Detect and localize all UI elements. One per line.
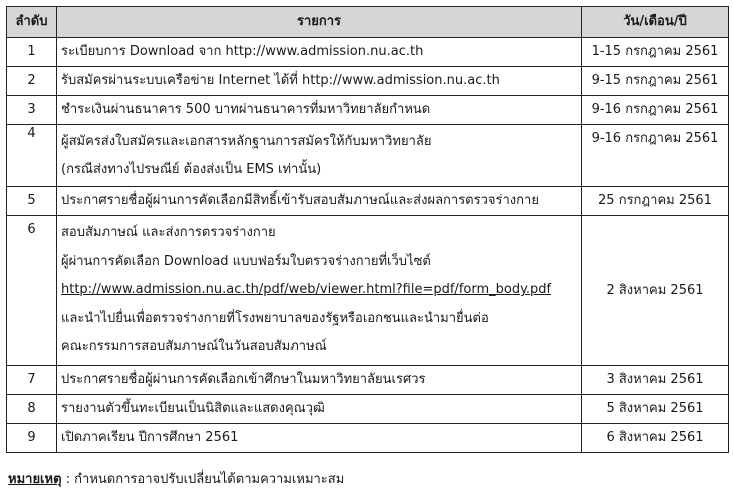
row-item	[57, 67, 582, 96]
row-num: 4	[7, 125, 57, 187]
header-date: วัน/เดือน/ปี	[582, 7, 729, 38]
row-num: 3	[7, 96, 57, 125]
row-item-line: คณะกรรมการสอบสัมภาษณ์ในวันสอบสัมภาษณ์	[61, 339, 327, 355]
row-item-line: รับสมัครผ่านระบบเครือข่าย Internet ได้ที่ http://www.admission.nu.ac.th	[61, 73, 500, 88]
header-item: รายการ	[57, 7, 582, 38]
footnote	[8, 468, 344, 489]
row-item-line: ระเบียบการ Download จาก http://www.admission.nu.ac.th	[61, 44, 424, 59]
row-date: 6 สิงหาคม 2561	[582, 424, 729, 453]
row-num: 6	[7, 216, 57, 366]
row-item-line: ประกาศรายชื่อผู้ผ่านการคัดเลือกมีสิทธิ์เข้ารับสอบสัมภาษณ์และส่งผลการตรวจร่างกาย	[61, 193, 539, 208]
row-item-line: ประกาศรายชื่อผู้ผ่านการคัดเลือกเข้าศึกษาในมหาวิทยาลัยนเรศวร	[61, 372, 426, 387]
row-date: 9-16 กรกฎาคม 2561	[582, 125, 729, 187]
footnote-text: กำหนดการอาจปรับเปลี่ยนได้ตามความเหมาะสม	[74, 472, 345, 487]
row-date: 2 สิงหาคม 2561	[582, 216, 729, 366]
schedule-table	[6, 6, 729, 453]
row-date: 3 สิงหาคม 2561	[582, 366, 729, 395]
row-date: 5 สิงหาคม 2561	[582, 395, 729, 424]
row-date: 9-15 กรกฎาคม 2561	[582, 67, 729, 96]
row-num: 7	[7, 366, 57, 395]
table-row	[7, 67, 729, 96]
row-num: 8	[7, 395, 57, 424]
row-item	[57, 424, 582, 453]
row-item-line: และนำไปยื่นเพื่อตรวจร่างกายที่โรงพยาบาลของรัฐหรือเอกชนและนำมายื่นต่อ	[61, 310, 489, 326]
row-item	[57, 366, 582, 395]
row-item	[57, 187, 582, 216]
row-item	[57, 38, 582, 67]
table-row	[7, 395, 729, 424]
row-item-line: (กรณีส่งทางไปรษณีย์ ต้องส่งเป็น EMS เท่านั้น)	[61, 161, 322, 177]
row-date: 1-15 กรกฎาคม 2561	[582, 38, 729, 67]
row-item-line: ผู้ผ่านการคัดเลือก Download แบบฟอร์มใบตรวจร่างกายที่เว็บไซต์	[61, 253, 431, 269]
table-row	[7, 187, 729, 216]
header-num: ลำดับ	[7, 7, 57, 38]
row-num: 2	[7, 67, 57, 96]
row-num: 9	[7, 424, 57, 453]
row-date: 25 กรกฎาคม 2561	[582, 187, 729, 216]
table-row	[7, 38, 729, 67]
row-num: 5	[7, 187, 57, 216]
row-item	[57, 216, 582, 366]
row-item-line: ชำระเงินผ่านธนาคาร 500 บาทผ่านธนาคารที่มหาวิทยาลัยกำหนด	[61, 102, 431, 117]
row-item-line: สอบสัมภาษณ์ และส่งการตรวจร่างกาย	[61, 225, 276, 241]
footnote-label: หมายเหตุ	[8, 472, 62, 487]
row-item-line: รายงานตัวขึ้นทะเบียนเป็นนิสิตและแสดงคุณวุฒิ	[61, 401, 325, 416]
footnote-separator: :	[61, 472, 75, 487]
row-num: 1	[7, 38, 57, 67]
row-item-line: ผู้สมัครส่งใบสมัครและเอกสารหลักฐานการสมัครให้กับมหาวิทยาลัย	[61, 133, 432, 149]
table-row	[7, 125, 729, 187]
table-row	[7, 366, 729, 395]
row-item-line: เปิดภาคเรียน ปีการศึกษา 2561	[61, 430, 239, 445]
row-item	[57, 395, 582, 424]
table-row	[7, 216, 729, 366]
table-row	[7, 96, 729, 125]
table-header-row	[7, 7, 729, 38]
body-form-link[interactable]: http://www.admission.nu.ac.th/pdf/web/viewer.html?file=pdf/form_body.pdf	[61, 282, 552, 298]
row-date: 9-16 กรกฎาคม 2561	[582, 96, 729, 125]
row-item	[57, 125, 582, 187]
table-row	[7, 424, 729, 453]
row-item	[57, 96, 582, 125]
